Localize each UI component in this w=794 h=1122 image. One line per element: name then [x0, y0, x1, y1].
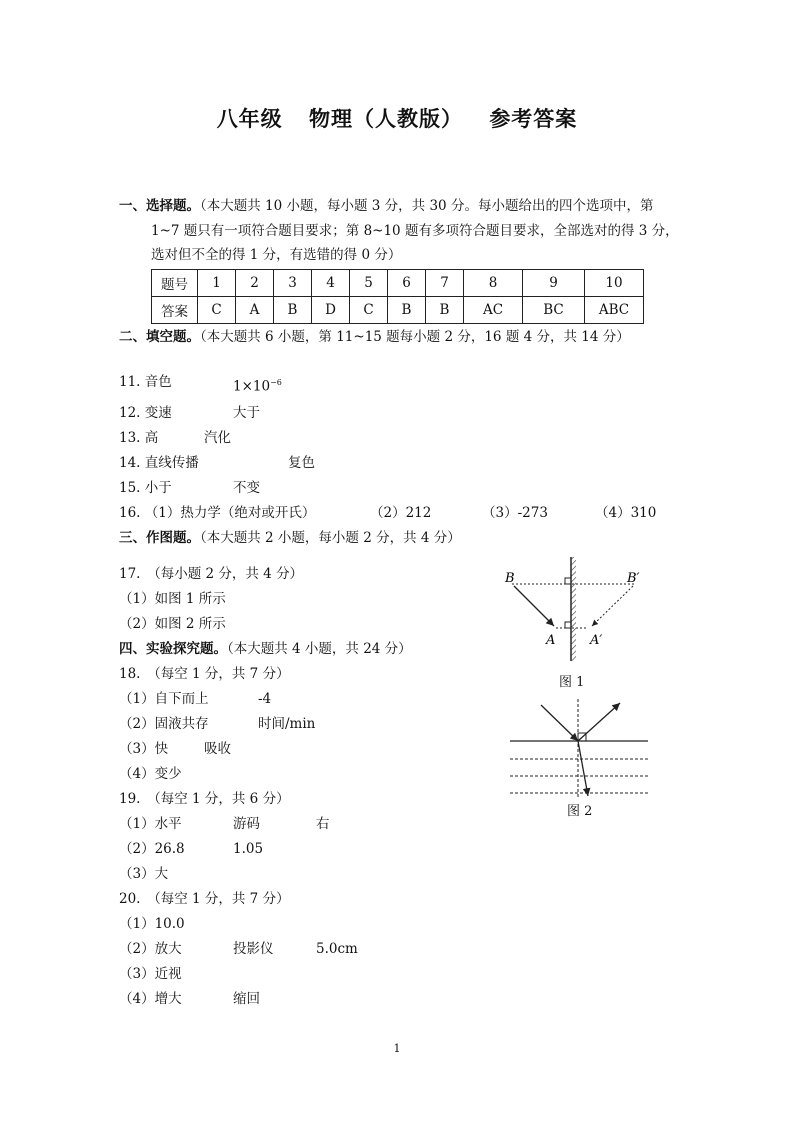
answer-text: 1.05 [233, 841, 264, 857]
answer-text: （4）变少 [119, 766, 182, 782]
answer-text: -4 [258, 691, 272, 707]
answer-text: 不变 [233, 480, 260, 496]
answer-text: （3）-273 [482, 505, 548, 521]
section3-desc: （本大题共 2 小题，每小题 2 分，共 4 分） [200, 530, 461, 546]
answer-11-value [233, 370, 282, 400]
answer-text: 直线传播 [144, 455, 199, 471]
table-cell: 10 [585, 270, 644, 297]
table-cell: 6 [388, 270, 426, 297]
table-cell: B [426, 297, 464, 324]
answer-text: 大于 [233, 405, 260, 421]
answer-text: 变速 [144, 405, 172, 421]
table-row-label: 题号 [152, 270, 198, 297]
reflected-ray [578, 703, 620, 741]
mirror-hatch [571, 557, 576, 661]
table-cell: 2 [236, 270, 274, 297]
image-arrow [592, 586, 633, 626]
section3-header [119, 526, 461, 551]
table-cell: C [198, 297, 236, 324]
table-cell: 9 [523, 270, 585, 297]
section2-heading: 二、填空题。 [119, 329, 200, 345]
answer-text: 复色 [288, 455, 315, 471]
section1-desc-l2: 1~7 题只有一项符合题目要求；第 8~10 题有多项符合题目要求，全部选对的得 3 分， [151, 223, 679, 239]
right-angle-mark [565, 578, 571, 584]
question-number: 15. [119, 480, 141, 496]
answer-text: 1×10 [233, 378, 271, 395]
table-cell: 4 [312, 270, 350, 297]
answer-text: 吸收 [204, 741, 231, 757]
label-b-prime: B′ [627, 571, 640, 586]
table-cell: AC [464, 297, 523, 324]
object-arrow [514, 586, 554, 626]
figure-1-caption: 图 1 [559, 675, 585, 690]
answer-text: 右 [316, 816, 330, 832]
answer-text: （2）放大 [119, 941, 182, 957]
table-row [152, 270, 644, 297]
figure-1-diagram [496, 555, 656, 670]
label-a: A [546, 633, 556, 648]
answer-text: 小于 [144, 480, 172, 496]
table-cell: B [388, 297, 426, 324]
answer-text: 5.0cm [316, 941, 358, 957]
table-cell: 8 [464, 270, 523, 297]
table-row-label: 答案 [152, 297, 198, 324]
question-number: 16. [119, 505, 141, 521]
q17-answer-2: （2）如图 2 所示 [119, 616, 226, 632]
answer-13 [119, 426, 158, 451]
answer-11 [119, 370, 172, 395]
q18-line: 18. （每空 1 分，共 7 分） [119, 666, 290, 682]
table-cell: 1 [198, 270, 236, 297]
title-subject: 物理（人教版） [309, 107, 463, 131]
answer-table [151, 269, 644, 324]
answer-text: （2）26.8 [119, 841, 185, 857]
section4-desc: （本大题共 4 小题，共 24 分） [227, 641, 412, 657]
table-cell: 7 [426, 270, 464, 297]
answer-16 [119, 501, 315, 526]
answer-text: （2）212 [370, 505, 432, 521]
answer-text: （1）自下而上 [119, 691, 209, 707]
section4-header [119, 637, 412, 662]
table-row [152, 297, 644, 324]
figure-2-diagram [508, 695, 650, 805]
answer-15 [119, 476, 172, 501]
section1-desc-l1: （本大题共 10 小题，每小题 3 分，共 30 分。每小题给出的四个选项中，第 [200, 198, 654, 214]
table-cell: ABC [585, 297, 644, 324]
section2-desc: （本大题共 6 小题，第 11~15 题每小题 2 分，16 题 4 分，共 14 分） [200, 329, 630, 345]
label-a-prime: A′ [590, 633, 603, 648]
answer-text: （1）热力学（绝对或开氏） [144, 505, 316, 521]
answer-text: 高 [144, 430, 159, 446]
q17-answer-1: （1）如图 1 所示 [119, 591, 226, 607]
question-number: 11. [119, 374, 141, 390]
answer-12 [119, 401, 172, 426]
answer-text: （4）增大 [119, 991, 182, 1007]
question-number: 13. [119, 430, 141, 446]
title-answers: 参考答案 [489, 107, 578, 131]
table-cell: A [236, 297, 274, 324]
table-cell: 3 [274, 270, 312, 297]
title-grade: 八年级 [216, 107, 283, 131]
q20-line: 20. （每空 1 分，共 7 分） [119, 891, 290, 907]
answer-text: （3）大 [119, 866, 169, 882]
section1-line1 [119, 194, 653, 219]
incident-ray [541, 705, 578, 741]
answer-14 [119, 451, 199, 476]
q17-line: 17. （每小题 2 分，共 4 分） [119, 566, 304, 582]
answer-text: （1）水平 [119, 816, 182, 832]
answer-text: 时间/min [258, 716, 316, 732]
exponent: −6 [270, 378, 282, 387]
section2-header [119, 325, 630, 350]
table-cell: B [274, 297, 312, 324]
answer-text: 游码 [233, 816, 260, 832]
q19-line: 19. （每空 1 分，共 6 分） [119, 791, 290, 807]
table-cell: BC [523, 297, 585, 324]
section4-heading: 四、实验探究题。 [119, 641, 227, 657]
table-cell: C [350, 297, 388, 324]
answer-text: 汽化 [204, 430, 231, 446]
answer-text: 音色 [144, 374, 172, 390]
page-number: 1 [393, 1042, 401, 1055]
right-angle-mark [565, 622, 571, 628]
section3-heading: 三、作图题。 [119, 530, 200, 546]
answer-text: （1）10.0 [119, 916, 185, 932]
page-title [0, 103, 794, 133]
answer-text: （3）近视 [119, 966, 182, 982]
answer-text: （4）310 [595, 505, 657, 521]
answer-text: 投影仪 [233, 941, 274, 957]
figure-2-caption: 图 2 [567, 804, 593, 819]
label-b: B [505, 571, 515, 586]
section1-heading: 一、选择题。 [119, 198, 200, 214]
answer-text: （3）快 [119, 741, 169, 757]
table-cell: 5 [350, 270, 388, 297]
table-cell: D [312, 297, 350, 324]
answer-text: （2）固液共存 [119, 716, 209, 732]
section1-desc-l3: 选对但不全的得 1 分，有选错的得 0 分） [151, 247, 402, 263]
question-number: 14. [119, 455, 141, 471]
answer-text: 缩回 [233, 991, 260, 1007]
refracted-ray [578, 741, 588, 796]
question-number: 12. [119, 405, 141, 421]
